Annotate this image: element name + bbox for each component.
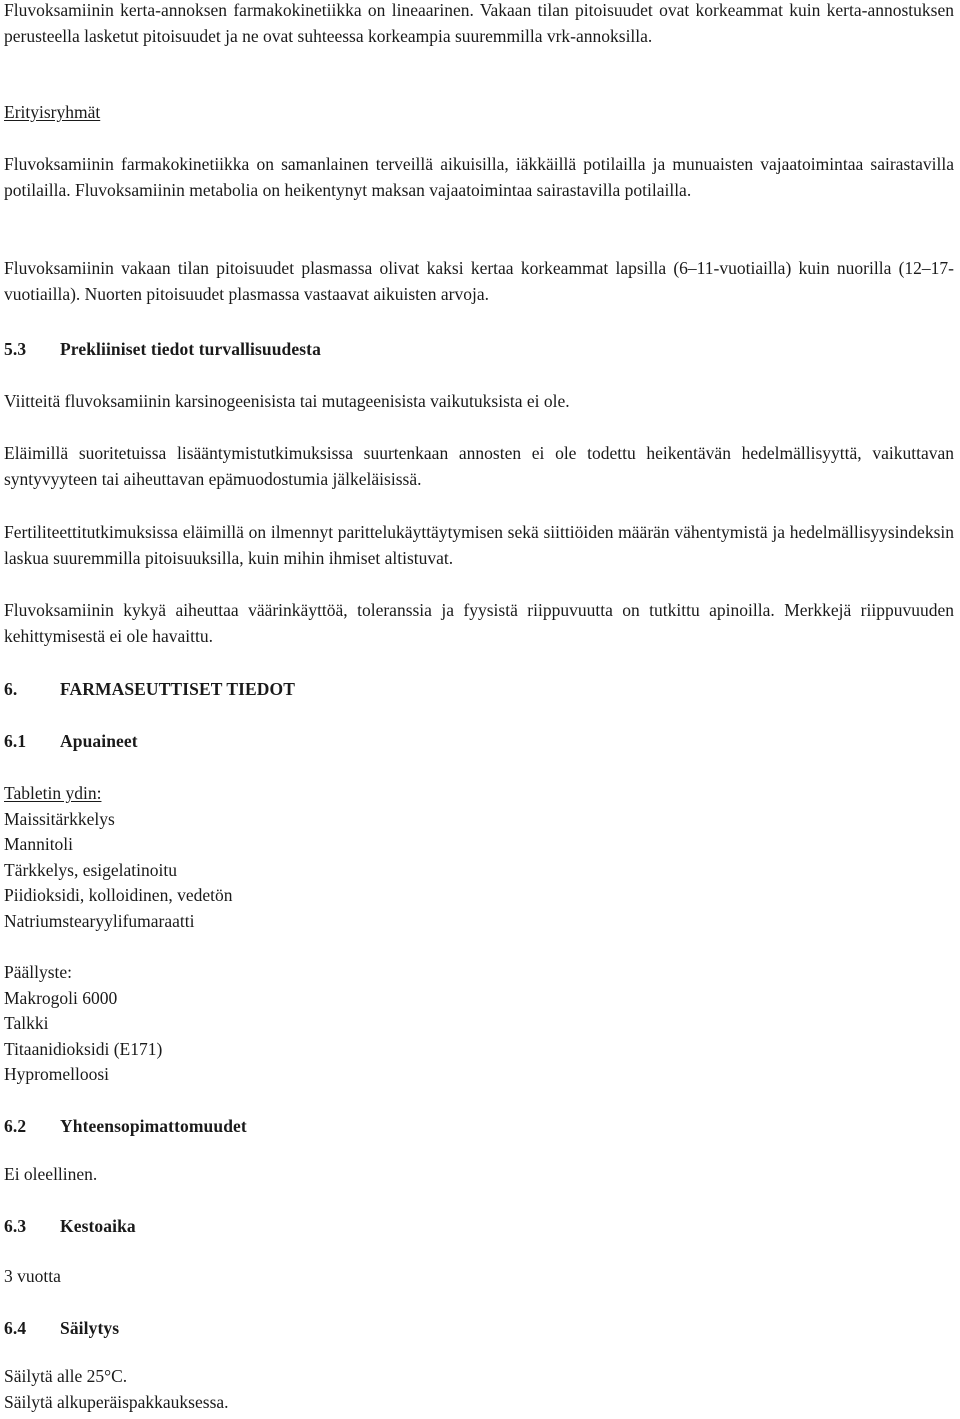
section-title: Apuaineet (60, 731, 138, 751)
section-5-3-paragraph-4: Fluvoksamiinin kykyä aiheuttaa väärinkäyttöä, toleranssia ja fyysistä riippuvuutta on tutkittu apinoilla. Merkkejä riippuvuuden kehittymisestä ei ole havaittu. (4, 600, 954, 646)
section-6-3-heading (4, 1214, 954, 1240)
section-6-2-text: Ei oleellinen. (4, 1164, 98, 1184)
list-item: Tärkkelys, esigelatinoitu (4, 859, 178, 880)
excipients-coating-list (4, 960, 954, 1088)
core-label: Tabletin ydin: (4, 783, 102, 803)
section-number: 6.3 (4, 1216, 27, 1236)
section-6-4-text (4, 1364, 954, 1415)
special-groups-heading: Erityisryhmät (4, 102, 101, 122)
section-6-1-heading (4, 729, 954, 755)
section-title: FARMASEUTTISET TIEDOT (60, 679, 296, 699)
section-6-3-text: 3 vuotta (4, 1266, 61, 1286)
section-title: Prekliiniset tiedot turvallisuudesta (60, 339, 321, 359)
coating-label: Päällyste: (4, 962, 73, 982)
list-item: Piidioksidi, kolloidinen, vedetön (4, 885, 233, 905)
section-title: Yhteensopimattomuudet (60, 1116, 247, 1136)
list-item: Mannitoli (4, 834, 74, 854)
section-5-3-paragraph-3: Fertiliteettitutkimuksissa eläimillä on ilmennyt parittelukäyttäytymisen sekä siittiöiden määrän vähentymistä ja hedelmällisyysindeksin laskua suuremmilla pitoisuuksilla, kuin mihin ihmiset altistuvat. (4, 522, 954, 568)
list-item: Hypromelloosi (4, 1064, 109, 1084)
list-item: Natriumstearyylifumaraatti (4, 910, 195, 931)
intro-paragraph: Fluvoksamiinin kerta-annoksen farmakokinetiikka on lineaarinen. Vakaan tilan pitoisuudet ovat korkeammat kuin kerta-annostuksen perusteella lasketut pitoisuudet ja ne ovat suhteessa korkeampia suuremmilla vrk-annoksilla. (4, 0, 954, 46)
special-groups-paragraph-2: Fluvoksamiinin vakaan tilan pitoisuudet plasmassa olivat kaksi kertaa korkeammat lapsilla (6–11-vuotiailla) kuin nuorilla (12–17-vuotiailla). Nuorten pitoisuudet plasmassa vastaavat aikuisten arvoja. (4, 258, 954, 304)
list-item: Maissitärkkelys (4, 808, 115, 829)
section-number: 6.4 (4, 1318, 27, 1338)
section-number: 5.3 (4, 339, 27, 359)
section-5-3-heading (4, 337, 954, 363)
excipients-core-list (4, 781, 954, 934)
section-6-heading (4, 677, 954, 703)
section-5-3-paragraph-1: Viitteitä fluvoksamiinin karsinogeenisista tai mutageenisista vaikutuksista ei ole. (4, 391, 570, 411)
section-title: Kestoaika (60, 1216, 136, 1236)
list-item: Talkki (4, 1013, 49, 1033)
section-6-2-heading (4, 1114, 954, 1140)
list-item: Makrogoli 6000 (4, 987, 118, 1008)
section-number: 6.2 (4, 1116, 27, 1136)
section-number: 6.1 (4, 731, 27, 751)
section-6-4-heading (4, 1316, 954, 1342)
section-number: 6. (4, 679, 18, 699)
special-groups-paragraph-1: Fluvoksamiinin farmakokinetiikka on samanlainen terveillä aikuisilla, iäkkäillä potilailla ja munuaisten vajaatoimintaa sairastavilla potilailla. Fluvoksamiinin metabolia on heikentynyt maksan vajaatoimintaa sairastavilla potilailla. (4, 154, 954, 200)
storage-line-2: Säilytä alkuperäispakkauksessa. (4, 1391, 229, 1412)
list-item: Titaanidioksidi (E171) (4, 1038, 163, 1059)
section-5-3-paragraph-2: Eläimillä suoritetuissa lisääntymistutkimuksissa suurtenkaan annosten ei ole todettu heikentävän hedelmällisyyttä, vaikuttavan syntyvyyteen tai aiheuttavan epämuodostumia jälkeläisissä. (4, 443, 954, 489)
section-title: Säilytys (60, 1318, 120, 1338)
storage-line-1: Säilytä alle 25°C. (4, 1366, 128, 1386)
